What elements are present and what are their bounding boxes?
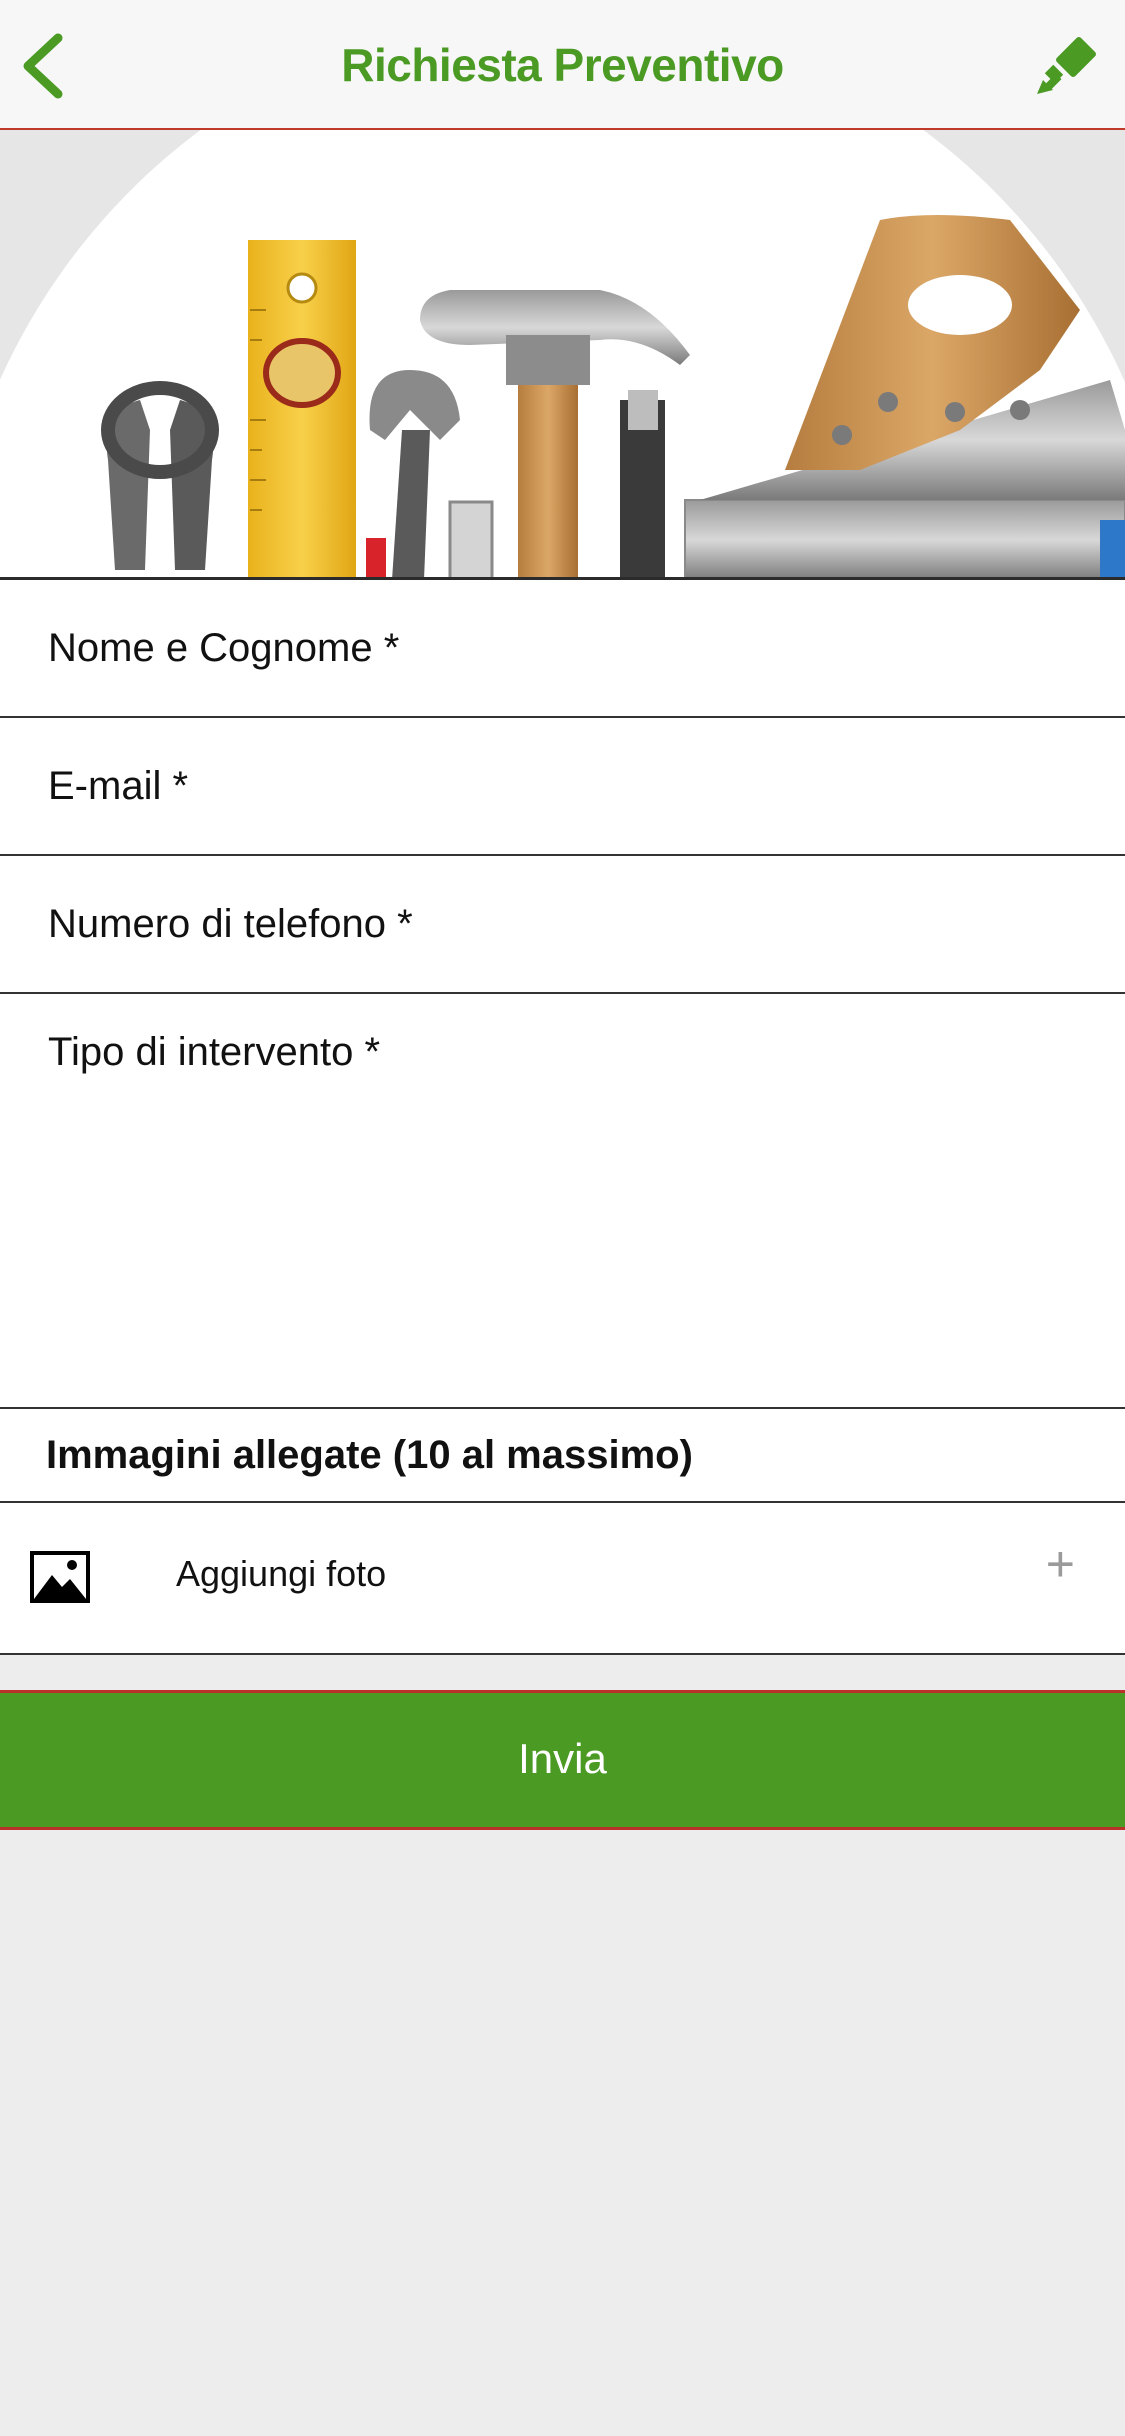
email-field-row [0, 718, 1125, 856]
email-input[interactable] [0, 718, 1125, 854]
intervention-type-field-row [0, 994, 1125, 1409]
form-spacer [0, 1658, 1125, 1690]
paint-brush-icon [1033, 34, 1099, 100]
paint-brush-button[interactable] [1033, 34, 1099, 100]
plus-icon: + [1045, 1536, 1075, 1592]
intervention-type-textarea[interactable] [0, 994, 1125, 1407]
name-field-row [0, 580, 1125, 718]
attachments-header: Immagini allegate (10 al massimo) [0, 1409, 1125, 1503]
phone-field-row [0, 856, 1125, 994]
nav-bar [0, 0, 1125, 130]
level-illustration [248, 240, 356, 580]
phone-input[interactable] [0, 856, 1125, 992]
cutter-illustration [620, 390, 665, 580]
image-icon [28, 1549, 92, 1605]
name-input[interactable] [0, 580, 1125, 716]
add-photo-button[interactable] [0, 1503, 1125, 1655]
page-title: Richiesta Preventivo [341, 39, 784, 91]
submit-button[interactable]: Invia [0, 1690, 1125, 1830]
quote-form [0, 580, 1125, 1655]
add-photo-label: Aggiungi foto [176, 1553, 387, 1594]
hero-tools-image [0, 130, 1125, 580]
